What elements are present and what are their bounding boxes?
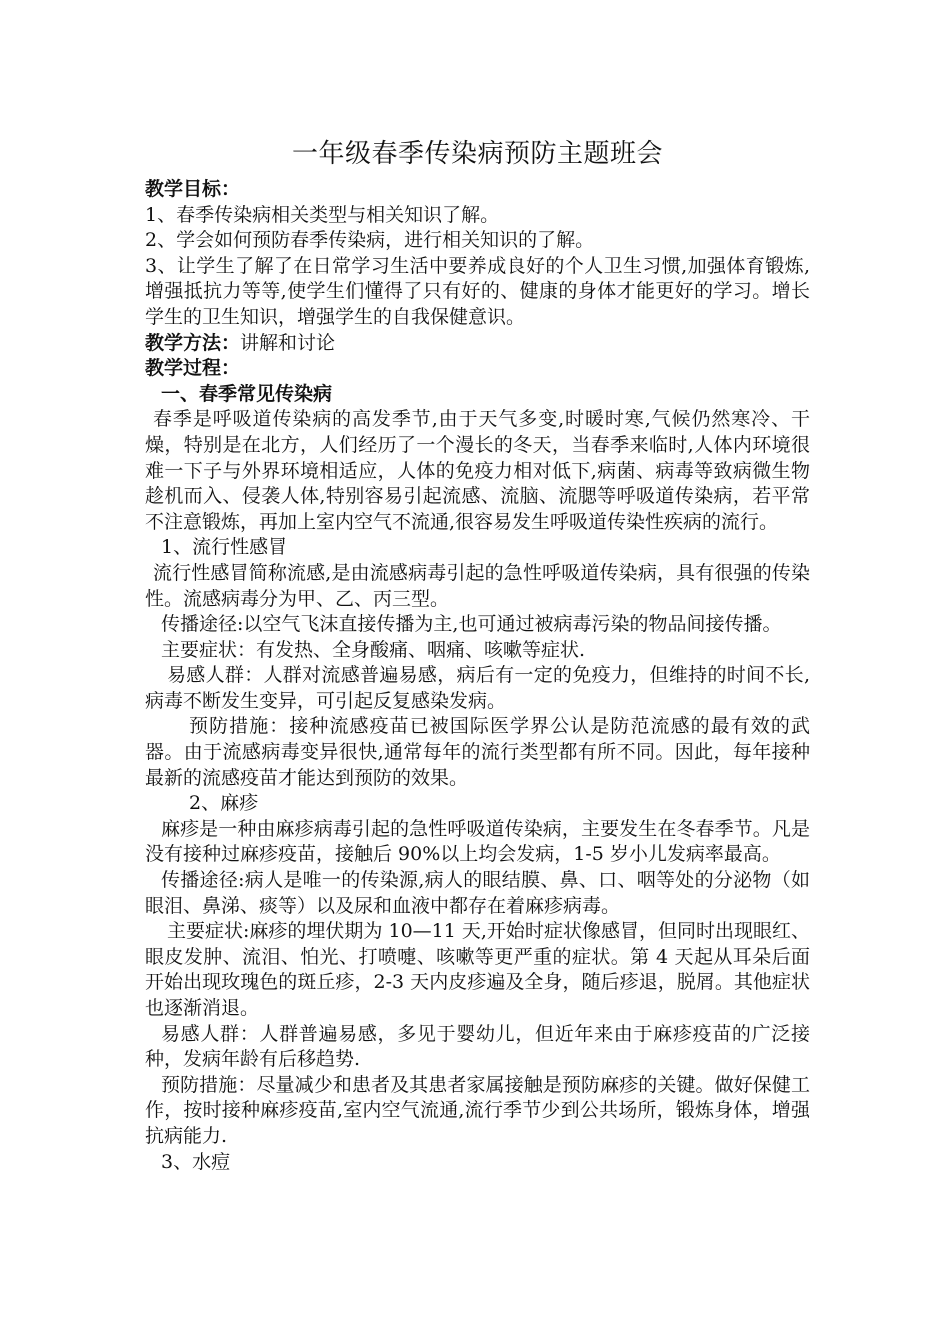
measles-route: 传播途径:病人是唯一的传染源,病人的眼结膜、鼻、口、咽等处的分泌物（如眼泪、鼻涕、痰等）以及尿和血液中都存在着麻疹病毒。 <box>145 869 810 917</box>
measles-prevention: 预防措施：尽量减少和患者及其患者家属接触是预防麻疹的关键。做好保健工作，按时接种麻疹疫苗,室内空气流通,流行季节少到公共场所，锻炼身体，增强抗病能力. <box>145 1073 810 1147</box>
measles-intro: 麻疹是一种由麻疹病毒引起的急性呼吸道传染病，主要发生在冬春季节。凡是没有接种过麻疹疫苗，接触后 90%以上均会发病，1-5 岁小儿发病率最高。 <box>145 817 810 866</box>
flu-prevention: 预防措施：接种流感疫苗已被国际医学界公认是防范流感的最有效的武器。由于流感病毒变异很快,通常每年的流行类型都有所不同。因此，每年接种最新的流感疫苗才能达到预防的效果。 <box>145 715 810 789</box>
process-heading: 教学过程： <box>145 357 241 380</box>
document-title: 一年级春季传染病预防主题班会 <box>291 139 663 169</box>
goals-heading: 教学目标： <box>145 178 241 200</box>
flu-population: 易感人群：人群对流感普遍易感，病后有一定的免疫力，但维持的时间不长,病毒不断发生变异，可引起反复感染发病。 <box>145 664 810 712</box>
method-line <box>145 331 810 357</box>
section-1-intro: 春季是呼吸道传染病的高发季节,由于天气多变,时暖时寒,气候仍然寒冷、干燥，特别是在北方，人们经历了一个漫长的冬天，当春季来临时,人体内环境很难一下子与外界环境相适应，人体的免疫力相对低下,病菌、病毒等致病微生物趁机而入、侵袭人体,特别容易引起流感、流脑、流腮等呼吸道传染病，若平常不注意锻炼，再加上室内空气不流通,很容易发生呼吸道传染性疾病的流行。 <box>145 408 810 533</box>
goal-3: 3、让学生了解了在日常学习生活中要养成良好的个人卫生习惯,加强体育锻炼,增强抵抗力等等,使学生们懂得了只有好的、健康的身体才能更好的学习。增长学生的卫生知识，增强学生的自我保健意识。 <box>145 254 810 328</box>
document-body <box>145 137 810 1175</box>
measles-population: 易感人群：人群普遍易感，多见于婴幼儿，但近年来由于麻疹疫苗的广泛接种，发病年龄有后移趋势. <box>145 1022 810 1071</box>
flu-symptoms: 主要症状：有发热、全身酸痛、咽痛、咳嗽等症状. <box>161 638 586 661</box>
goal-2: 2、学会如何预防春季传染病，进行相关知识的了解。 <box>145 229 595 252</box>
measles-symptoms: 主要症状:麻疹的埋伏期为 10—11 天,开始时症状像感冒，但同时出现眼红、眼皮发肿、流泪、怕光、打喷嚏、咳嗽等更严重的症状。第 4 天起从耳朵后面开始出现玫瑰色的斑丘疹，2-3 天内皮疹遍及全身，随后疹退，脱屑。其他症状也逐渐消退。 <box>145 920 810 1019</box>
measles-heading: 2、麻疹 <box>189 792 259 815</box>
method-text: 讲解和讨论 <box>240 331 336 354</box>
goal-1: 1、春季传染病相关类型与相关知识了解。 <box>145 203 500 226</box>
flu-route: 传播途径:以空气飞沫直接传播为主,也可通过被病毒污染的物品间接传播。 <box>161 613 782 636</box>
chickenpox-heading: 3、水痘 <box>161 1150 231 1173</box>
method-heading: 教学方法： <box>145 331 241 354</box>
flu-intro: 流行性感冒简称流感,是由流感病毒引起的急性呼吸道传染病，具有很强的传染性。流感病毒分为甲、乙、丙三型。 <box>145 561 810 610</box>
section-1-heading: 一、春季常见传染病 <box>161 382 333 405</box>
flu-heading: 1、流行性感冒 <box>161 536 288 559</box>
